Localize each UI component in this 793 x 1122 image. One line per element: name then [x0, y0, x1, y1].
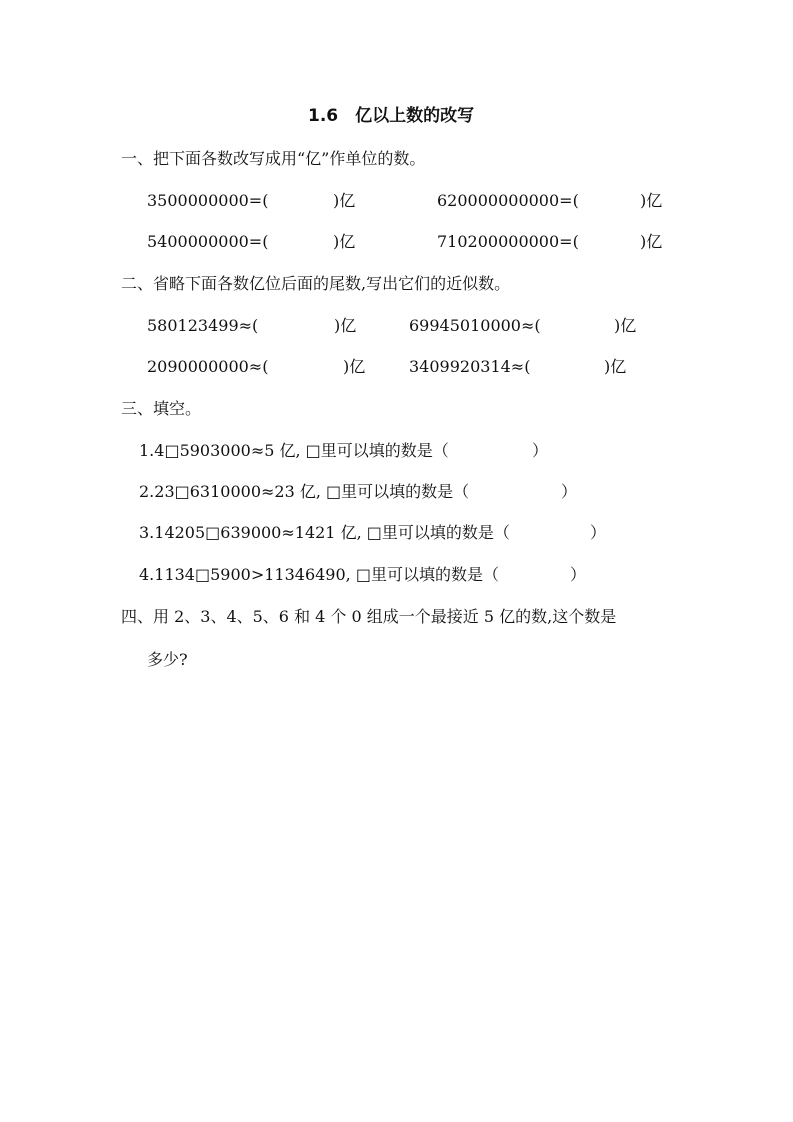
section1-item-1-expr: 3500000000=( [147, 191, 269, 210]
section1-item-4-expr: 710200000000=( [437, 232, 579, 251]
section2-item-4-tail: )亿 [604, 357, 627, 376]
section1-item-3-tail: )亿 [333, 232, 356, 251]
section3-item-3-text: 3.14205□639000≈1421 亿, □里可以填的数是（ [139, 523, 510, 542]
section3-item-3-tail: ） [590, 523, 607, 542]
section3-item-2-tail: ） [561, 482, 578, 501]
section2-item-3-tail: )亿 [343, 357, 366, 376]
section2-item-1-expr: 580123499≈( [147, 316, 259, 335]
section3-item-4-text: 4.1134□5900>11346490, □里可以填的数是（ [139, 565, 499, 584]
section4-line-1: 四、用 2、3、4、5、6 和 4 个 0 组成一个最接近 5 亿的数,这个数是 [121, 607, 617, 626]
section2-item-2-expr: 69945010000≈( [409, 316, 541, 335]
section2-item-3-expr: 2090000000≈( [147, 357, 269, 376]
section2-item-2-tail: )亿 [614, 316, 637, 335]
section3-item-1-tail: ） [532, 441, 549, 460]
section3-item-4-tail: ） [570, 565, 587, 584]
section1-heading: 一、把下面各数改写成用“亿”作单位的数。 [121, 149, 426, 168]
page-title: 1.6 亿以上数的改写 [308, 106, 475, 126]
section3-heading: 三、填空。 [121, 399, 202, 418]
section3-item-1-text: 1.4□5903000≈5 亿, □里可以填的数是（ [139, 441, 449, 460]
section2-item-1-tail: )亿 [334, 316, 357, 335]
section1-item-1-tail: )亿 [333, 191, 356, 210]
section1-item-3-expr: 5400000000=( [147, 232, 269, 251]
section2-item-4-expr: 3409920314≈( [409, 357, 531, 376]
section3-item-2-text: 2.23□6310000≈23 亿, □里可以填的数是（ [139, 482, 470, 501]
section1-item-4-tail: )亿 [640, 232, 663, 251]
section1-item-2-expr: 620000000000=( [437, 191, 579, 210]
section1-item-2-tail: )亿 [640, 191, 663, 210]
section4-line-2: 多少? [147, 650, 188, 669]
section2-heading: 二、省略下面各数亿位后面的尾数,写出它们的近似数。 [121, 274, 511, 293]
